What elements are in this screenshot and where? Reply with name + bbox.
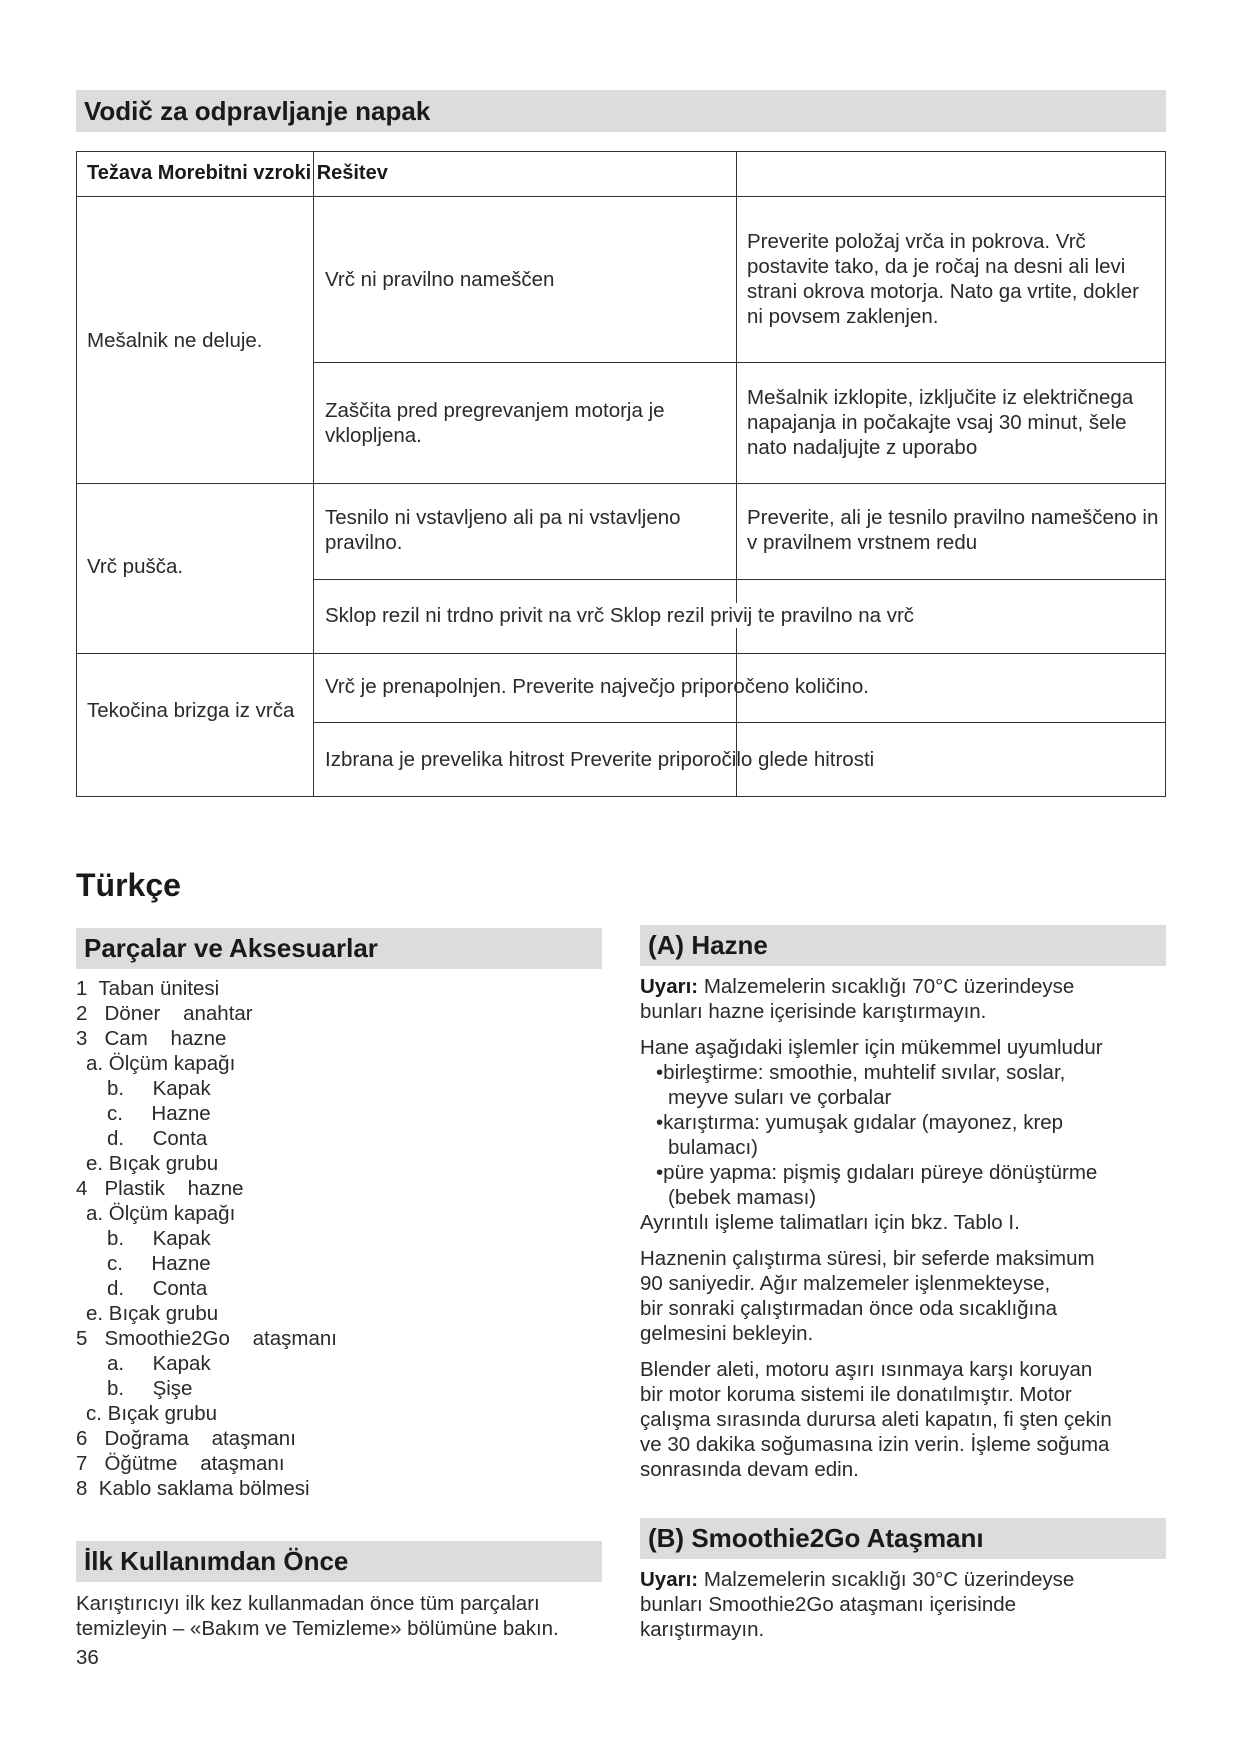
solution-cell: Preverite, ali je tesnilo pravilno nameščeno in v pravilnem vrstnem redu (747, 506, 1159, 554)
list-item: 7 Öğütme ataşmanı (76, 1452, 285, 1475)
list-item: 4 Plastik hazne (76, 1177, 244, 1200)
parts-list (76, 976, 337, 1501)
paragraph-line: temizleyin – «Bakım ve Temizleme» bölümüne bakın. (76, 1617, 559, 1640)
list-item: b. Kapak (107, 1077, 211, 1100)
table-divider (77, 483, 1165, 484)
list-item: 5 Smoothie2Go ataşmanı (76, 1327, 337, 1350)
paragraph-line: 90 saniyedir. Ağır malzemeler işlenmekteyse, (640, 1272, 1051, 1295)
paragraph-line: çalışma sırasında durursa aleti kapatın, fi şten çekin (640, 1408, 1112, 1431)
bullet-item: bulamacı) (668, 1136, 759, 1159)
warning-text: Malzemelerin sıcaklığı 70°C üzerindeyse (703, 975, 1075, 998)
table-divider (313, 152, 314, 796)
list-item: d. Conta (107, 1127, 208, 1150)
warning-text: Malzemelerin sıcaklığı 30°C üzerindeyse (703, 1568, 1075, 1591)
list-item: 8 Kablo saklama bölmesi (76, 1477, 310, 1500)
paragraph-line: sonrasında devam edin. (640, 1458, 859, 1481)
merged-cell: Sklop rezil ni trdno privit na vrč Sklop rezil privij te pravilno na vrč (325, 603, 1145, 628)
solution-cell: Preverite položaj vrča in pokrova. Vrč postavite tako, da je ročaj na desni ali levi strani okrova motorja. Nato ga vrtite, dokler ni povsem zaklenjen. (747, 230, 1139, 328)
list-item: 3 Cam hazne (76, 1027, 227, 1050)
cause-cell: Tesnilo ni vstavljeno ali pa ni vstavljeno pravilno. (325, 506, 681, 554)
list-item: c. Hazne (107, 1252, 211, 1275)
bullet-item: •birleştirme: smoothie, muhtelif sıvılar, soslar, (656, 1061, 1066, 1084)
hazne-section (640, 974, 1166, 1482)
solution-cell: Mešalnik izklopite, izključite iz električnega napajanja in počakajte vsaj 30 minut, šele nato nadaljujte z uporabo (747, 386, 1134, 459)
problem-cell: Vrč pušča. (87, 555, 184, 578)
paragraph-line: bunları Smoothie2Go ataşmanı içerisinde (640, 1593, 1017, 1616)
list-item: e. Bıçak grubu (86, 1302, 219, 1325)
list-item: b. Kapak (107, 1227, 211, 1250)
smoothie-title: (B) Smoothie2Go Ataşmanı (640, 1518, 1166, 1559)
list-item: d. Conta (107, 1277, 208, 1300)
bullet-item: meyve suları ve çorbalar (668, 1086, 892, 1109)
warning-line (640, 974, 1166, 999)
troubleshooting-title: Vodič za odpravljanje napak (76, 90, 1166, 132)
paragraph-line: Karıştırıcıyı ilk kez kullanmadan önce tüm parçaları (76, 1592, 540, 1615)
problem-cell: Tekočina brizga iz vrča (87, 699, 295, 722)
list-item: c. Hazne (107, 1102, 211, 1125)
merged-cell: Vrč je prenapolnjen. Preverite največjo priporočeno količino. (325, 675, 869, 698)
cause-cell: Zaščita pred pregrevanjem motorja je vklopljena. (325, 399, 665, 447)
hazne-title: (A) Hazne (640, 925, 1166, 966)
list-item: e. Bıçak grubu (86, 1152, 219, 1175)
paragraph-line: Haznenin çalıştırma süresi, bir seferde maksimum (640, 1247, 1095, 1270)
table-divider (736, 152, 737, 796)
list-item: a. Kapak (107, 1352, 211, 1375)
list-item: a. Ölçüm kapağı (86, 1052, 236, 1075)
paragraph-line: Blender aleti, motoru aşırı ısınmaya karşı koruyan (640, 1358, 1093, 1381)
paragraph-line: karıştırmayın. (640, 1618, 765, 1641)
list-item: c. Bıçak grubu (86, 1402, 218, 1425)
paragraph-line: Hane aşağıdaki işlemler için mükemmel uyumludur (640, 1036, 1103, 1059)
list-item: b. Şişe (107, 1377, 193, 1400)
list-item: 6 Doğrama ataşmanı (76, 1427, 296, 1450)
paragraph-line: bunları hazne içerisinde karıştırmayın. (640, 1000, 987, 1023)
table-divider (77, 196, 1165, 197)
list-item: 1 Taban ünitesi (76, 977, 220, 1000)
warning-label: Uyarı: (640, 975, 699, 998)
table-divider (314, 722, 1165, 723)
page-number: 36 (76, 1646, 99, 1669)
table-header: Težava Morebitni vzroki Rešitev (87, 162, 388, 184)
parts-title: Parçalar ve Aksesuarlar (76, 928, 602, 969)
list-item: a. Ölçüm kapağı (86, 1202, 236, 1225)
paragraph-line: Ayrıntılı işleme talimatları için bkz. Tablo I. (640, 1211, 1020, 1234)
warning-label: Uyarı: (640, 1568, 699, 1591)
merged-cell: Izbrana je prevelika hitrost Preverite priporočilo glede hitrosti (325, 748, 875, 771)
first-use-text (76, 1591, 559, 1641)
table-divider (77, 653, 1165, 654)
smoothie-section (640, 1567, 1166, 1642)
list-item: 2 Döner anahtar (76, 1002, 253, 1025)
paragraph-line: bir motor koruma sistemi ile donatılmıştır. Motor (640, 1383, 1072, 1406)
paragraph-line: gelmesini bekleyin. (640, 1322, 814, 1345)
first-use-title: İlk Kullanımdan Önce (76, 1541, 602, 1582)
paragraph-line: bir sonraki çalıştırmadan önce oda sıcaklığına (640, 1297, 1058, 1320)
problem-cell: Mešalnik ne deluje. (87, 329, 263, 352)
table-divider (314, 579, 1165, 580)
troubleshooting-table (76, 151, 1166, 797)
bullet-item: (bebek maması) (668, 1186, 817, 1209)
warning-line (640, 1567, 1166, 1592)
paragraph-line: ve 30 dakika soğumasına izin verin. İşleme soğuma (640, 1433, 1110, 1456)
cause-cell: Vrč ni pravilno nameščen (325, 268, 555, 291)
bullet-item: •püre yapma: pişmiş gıdaları püreye dönüştürme (656, 1161, 1098, 1184)
table-divider (314, 362, 1165, 363)
bullet-item: •karıştırma: yumuşak gıdalar (mayonez, krep (656, 1111, 1064, 1134)
language-title: Türkçe (76, 867, 181, 903)
